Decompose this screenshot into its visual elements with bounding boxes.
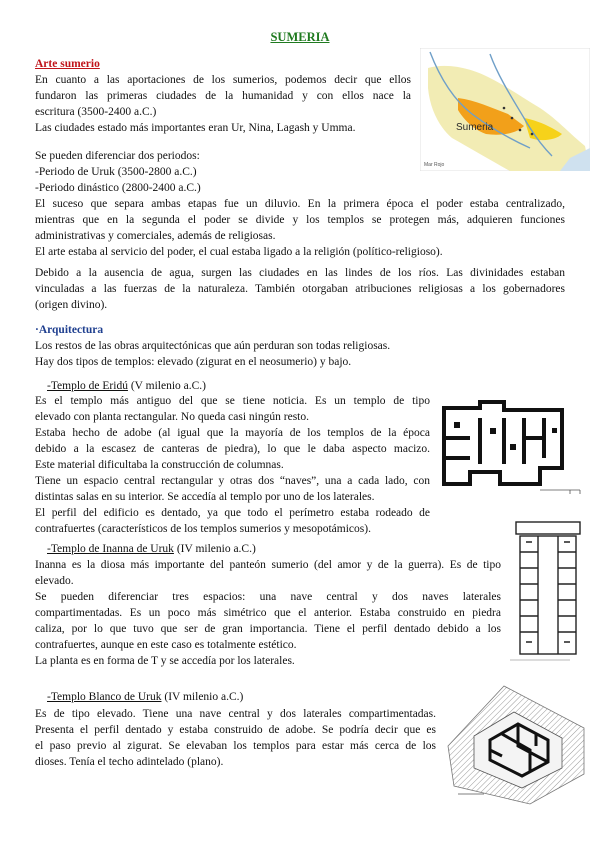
eridu-paragraph: Es el templo más antiguo del que se tiene noticia. Es un templo de tipo elevado con planta rectangular. No queda casi ningún resto. Estaba hecho de adobe (al igual que la mayoría de los templos de la época debido a la escasez de canteras de piedra), lo que le daba aspecto macizo. Este material dificultaba la construcción de columnas. Tiene un espacio central rectangular y otras dos “naves”, una a cada lado, con distintas salas en su interior. Se accedía al templo por uno de los laterales. El perfil del edificio es dentado, ya que todo el perímetro estaba rodeado de contrafuertes (característicos de los templos sumerios y mesopotámicos). bbox=[35, 395, 430, 535]
inanna-floor-plan-image bbox=[510, 518, 590, 663]
blanco-paragraph: Es de tipo elevado. Tiene una nave central y dos laterales compartimentadas. Presenta el perfil dentado y estaba construido de adobe. Se podría decir que es el paso previo al zigurat. Se elevaban los templos para estar más cerca de los dioses. Tenía el techo adintelado (plano). bbox=[35, 708, 436, 768]
section-arte-heading: Arte sumerio bbox=[35, 58, 100, 70]
arte-periods-list: Se pueden diferenciar dos periodos: -Periodo de Uruk (3500-2800 a.C.) -Periodo dinástico (2800-2400 a.C.) bbox=[35, 150, 201, 194]
blanco-floor-plan-image bbox=[444, 676, 590, 808]
eridu-heading: -Templo de Eridú (V milenio a.C.) bbox=[47, 380, 206, 392]
arte-suceso-paragraph: El suceso que separa ambas etapas fue un diluvio. En la primera época el poder estaba centralizado, mientras que en la segunda el poder se divide y los templos se protegen más, adquieren funciones administrativas y comerciales, además de religiosas. El arte estaba al servicio del poder, el cual estaba ligado a la religión (político-religioso). bbox=[35, 198, 565, 258]
map-label-region: Sumeria bbox=[456, 122, 494, 133]
arquitectura-paragraph: Los restos de las obras arquitectónicas que aún perduran son todas religiosas. Hay dos tipos de templos: elevado (zigurat en el neosumerio) y bajo. bbox=[35, 340, 391, 368]
section-arquitectura-heading: ·Arquitectura bbox=[35, 324, 104, 336]
eridu-floor-plan-image bbox=[440, 398, 588, 498]
blanco-heading: -Templo Blanco de Uruk (IV milenio a.C.) bbox=[47, 691, 244, 703]
inanna-heading: -Templo de Inanna de Uruk (IV milenio a.C.) bbox=[47, 543, 256, 555]
inanna-paragraph: Inanna es la diosa más importante del panteón sumerio (del amor y de la guerra). Es de tipo elevado. Se pueden diferenciar tres espacios: una nave central y dos naves laterales compartimentadas. Es un poco más simétrico que el anterior. Estaba construido en piedra caliza, por lo que tuvo que ser de gran importancia. Tiene el perfil dentado debido a los contrafuertes, aunque en este caso es totalmente estético. La planta es en forma de T y se accedía por los laterales. bbox=[35, 559, 501, 667]
arte-intro-paragraph: En cuanto a las aportaciones de los sumerios, podemos decir que ellos fundaron las primeras ciudades de la humanidad y con ellos nace la escritura (3500-2400 a.C.) Las ciudades estado más importantes eran Ur, Nina, Lagash y Umma. bbox=[35, 74, 411, 134]
map-label-sea: Mar Rojo bbox=[424, 162, 445, 168]
sumer-map-image bbox=[420, 48, 590, 171]
arte-agua-paragraph: Debido a la ausencia de agua, surgen las ciudades en las lindes de los ríos. Las divinidades estaban vinculadas a las fuerzas de la naturaleza. También otorgaban atribuciones religiosas a los gobernadores (origen divino). bbox=[35, 267, 565, 311]
page-title: SUMERIA bbox=[270, 30, 330, 44]
